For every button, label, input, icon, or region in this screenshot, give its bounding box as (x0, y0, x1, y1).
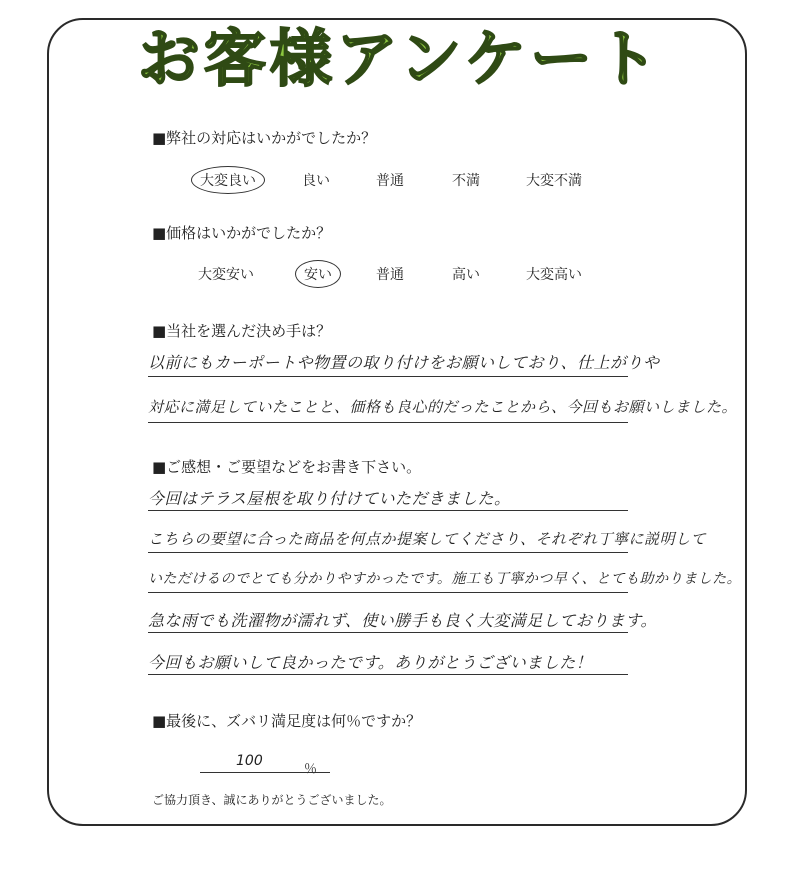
option-service-good[interactable]: 良い (302, 173, 330, 189)
survey-title: お客様アンケート (137, 22, 663, 95)
satisfaction-value: 100 (236, 753, 263, 769)
option-price-very-expensive[interactable]: 大変高い (526, 267, 582, 283)
question-service: ■弊社の対応はいかがでしたか？ (152, 129, 377, 147)
comment-answer-line-5: 今回もお願いして良かったです。ありがとうございました！ (148, 653, 593, 672)
option-price-normal[interactable]: 普通 (376, 267, 404, 283)
question-comments: ■ご感想・ご要望などをお書き下さい。 (152, 458, 422, 476)
comment-answer-line-4: 急な雨でも洗濯物が濡れず、使い勝手も良く大変満足しております。 (148, 611, 657, 630)
answer-line-rule (148, 592, 628, 593)
option-price-very-cheap[interactable]: 大変安い (198, 267, 254, 283)
thank-you-note: ご協力頂き、誠にありがとうございました。 (152, 793, 392, 807)
question-satisfaction: ■最後に、ズバリ満足度は何％ですか？ (152, 712, 422, 730)
percent-sign: ％ (304, 762, 318, 777)
answer-line-rule (148, 510, 628, 511)
option-service-very-good[interactable]: 大変良い (191, 166, 265, 194)
comment-answer-line-1: 今回はテラス屋根を取り付けていただきました。 (148, 489, 511, 508)
question-price: ■価格はいかがでしたか？ (152, 224, 332, 242)
answer-line-rule (148, 422, 628, 423)
comment-answer-line-2: こちらの要望に合った商品を何点か提案してくださり、それぞれ丁寧に説明して (148, 530, 707, 548)
option-service-normal[interactable]: 普通 (376, 173, 404, 189)
satisfaction-underline (200, 772, 330, 773)
option-price-cheap[interactable]: 安い (295, 260, 341, 288)
option-price-expensive[interactable]: 高い (452, 267, 480, 283)
comment-answer-line-3: いただけるのでとても分かりやすかったです。施工も丁寧かつ早く、とても助かりました。 (148, 571, 742, 587)
option-service-unsatisfied[interactable]: 不満 (452, 173, 480, 189)
reason-answer-line-2: 対応に満足していたことと、価格も良心的だったことから、今回もお願いしました。 (148, 398, 738, 416)
option-service-very-unsatisfied[interactable]: 大変不満 (526, 173, 582, 189)
reason-answer-line-1: 以前にもカーポートや物置の取り付けをお願いしており、仕上がりや (148, 353, 660, 372)
answer-line-rule (148, 552, 628, 553)
answer-line-rule (148, 376, 628, 377)
question-reason: ■当社を選んだ決め手は？ (152, 322, 332, 340)
answer-line-rule (148, 632, 628, 633)
answer-line-rule (148, 674, 628, 675)
